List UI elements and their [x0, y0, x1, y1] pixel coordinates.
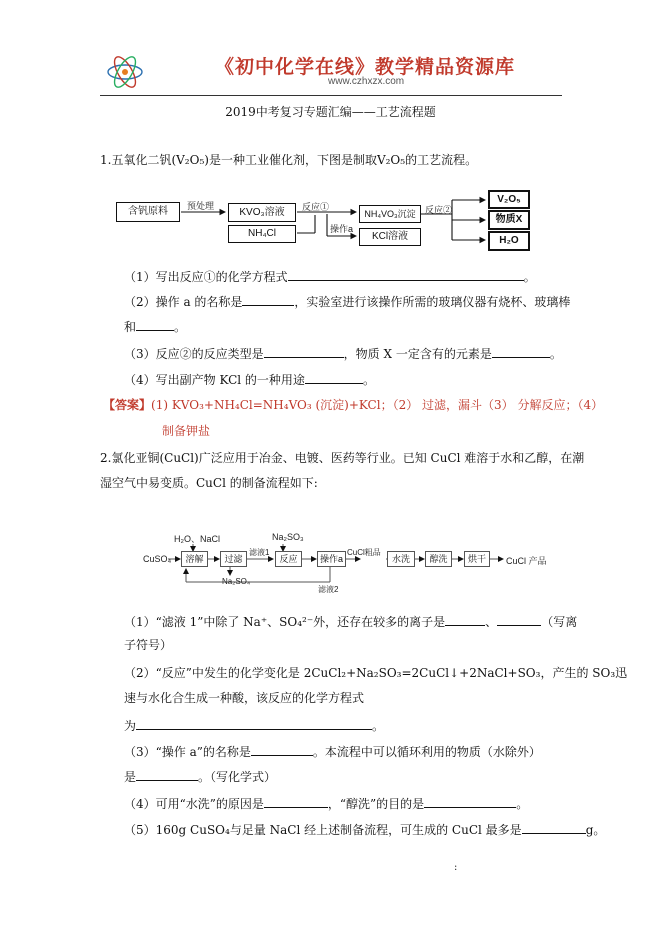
q2-sub3-text-c: 是: [124, 770, 137, 784]
q1-answer-line1: (1) KVO₃+NH₄Cl=NH₄VO₃ (沉淀)+KCl；（2） 过滤，漏斗（3） 分解反应；（4）: [151, 398, 604, 412]
flow-step-react: 反应: [275, 551, 302, 567]
q2-sub2-period: 。: [372, 719, 385, 733]
flow-kvo3: KVO₃溶液: [228, 203, 296, 222]
header-title: 《初中化学在线》教学精品资源库: [215, 56, 516, 78]
flow-step-filter: 过滤: [220, 551, 247, 567]
flow-step-dissolve: 溶解: [181, 551, 208, 567]
q2-sub1-cont: 子符号）: [124, 638, 173, 652]
q2-sub2-line2: 速与水化合生成一种酸，该反应的化学方程式: [124, 691, 365, 705]
q2-sub3-text-b: 。本流程中可以循环利用的物质（水除外）: [312, 745, 541, 759]
flow-nh4vo3-precipitate: NH₄VO₃沉淀: [359, 205, 421, 223]
q2-sub1-blank-b[interactable]: [497, 613, 541, 626]
q1-sub4-period: 。: [362, 373, 375, 387]
q1-answer-label: 【答案】: [103, 398, 152, 412]
q1-answer-line2: 制备钾盐: [162, 424, 211, 438]
flow-h2o: H₂O: [488, 231, 530, 251]
q1-sub2-text-b: ，实验室进行该操作所需的玻璃仪器有烧杯、玻璃棒: [294, 295, 571, 309]
q2-sub5-text-a: （5）160g CuSO₄与足量 NaCl 经上述制备流程，可生成的 CuCl 最多是: [124, 823, 522, 837]
q2-sub3-blank-b[interactable]: [136, 768, 198, 781]
q2-sub4-blank-b[interactable]: [424, 795, 516, 808]
q2-stem-line1: 2.氯化亚铜(CuCl)广泛应用于冶金、电镀、医药等行业。已知 CuCl 难溶于水和乙醇，在潮: [100, 451, 585, 465]
q2-sub4-text-a: （4）可用“水洗”的原因是: [124, 797, 264, 811]
header-url[interactable]: www.czhxzx.com: [328, 76, 405, 87]
q2-sub5-text-b: g。: [585, 823, 606, 837]
q1-sub1-text: （1）写出反应①的化学方程式: [124, 270, 288, 284]
flow-na2so4-output: Na₂SO₄: [222, 577, 251, 586]
flow-label-reaction1: 反应①: [302, 202, 330, 212]
flow-label-reaction2: 反应②: [425, 205, 453, 215]
q1-sub3-period: 。: [549, 347, 562, 361]
q1-sub2-text-c: 和: [124, 320, 137, 334]
q2-sub2-blank[interactable]: [136, 717, 372, 730]
flow-reagent-h2o-nacl: H₂O、NaCl: [174, 534, 220, 544]
q2-sub4: [124, 795, 528, 812]
q1-stem: 1.五氧化二钒(V₂O₅)是一种工业催化剂，下图是制取V₂O₅的工艺流程。: [100, 153, 478, 167]
q1-sub4-text: （4）写出副产物 KCl 的一种用途: [124, 373, 305, 387]
q2-sub3-text-d: 。（写化学式）: [198, 770, 277, 784]
q1-sub2-text-a: （2）操作 a 的名称是: [124, 295, 243, 309]
q2-sub3-line2: [124, 768, 276, 785]
q2-sub1-text-b: （写离: [541, 615, 578, 629]
q1-sub3-text-a: （3）反应②的反应类型是: [124, 347, 264, 361]
q2-sub4-blank-a[interactable]: [264, 795, 328, 808]
q2-sub2-line3: [124, 717, 384, 734]
flow-kcl-solution: KCl溶液: [359, 228, 421, 246]
flow-raw-material: 含钒原料: [116, 202, 180, 222]
q2-sub1-comma: 、: [485, 615, 498, 629]
page-title: 2019中考复习专题汇编——工艺流程题: [225, 105, 436, 119]
flow-cuso4-input: CuSO₄: [143, 554, 172, 564]
q2-sub1-text-a: （1）“滤液 1”中除了 Na⁺、SO₄²⁻外，还存在较多的离子是: [124, 615, 446, 629]
q2-sub3-line1: [124, 743, 541, 760]
q2-sub3-blank-a[interactable]: [251, 743, 313, 756]
q2-sub2-text-c: 为: [124, 719, 137, 733]
q1-sub1-period: 。: [523, 270, 536, 284]
footer-mark: :: [454, 862, 458, 873]
flow-step-dry: 烘干: [464, 551, 490, 567]
flow-label-operation-a: 操作a: [330, 224, 354, 234]
q2-sub2-line1: （2）“反应”中发生的化学变化是 2CuCl₂+Na₂SO₃=2CuCl↓+2NaCl+SO₃，产生的 SO₃迅: [124, 666, 628, 680]
flow-crude-cucl: CuCl粗品: [347, 548, 381, 557]
q2-sub4-period: 。: [516, 797, 529, 811]
flow-filtrate2: 滤液2: [318, 585, 339, 594]
flow-cucl-product: CuCl 产品: [506, 556, 547, 566]
flow-substance-x: 物质X: [488, 210, 530, 230]
flow-filtrate1: 滤液1: [249, 548, 270, 557]
flow-step-alcohol-wash: 醇洗: [425, 551, 452, 567]
q1-sub3-text-b: ，物质 X 一定含有的元素是: [343, 347, 492, 361]
q2-stem-line2: 湿空气中易变质。CuCl 的制备流程如下:: [100, 476, 318, 490]
q1-sub2-period: 。: [174, 320, 187, 334]
flow-step-water-wash: 水洗: [387, 551, 415, 567]
flow-step-operation-a: 操作a: [317, 551, 346, 567]
q2-sub1-blank-a[interactable]: [445, 613, 485, 626]
q2-sub4-text-b: ，“醇洗”的目的是: [327, 797, 425, 811]
flow-nh4cl: NH₄Cl: [228, 225, 296, 243]
q2-sub5: [124, 821, 605, 838]
q2-sub3-text-a: （3）“操作 a”的名称是: [124, 745, 251, 759]
q2-sub1: [124, 613, 577, 630]
flow-reagent-na2so3: Na₂SO₃: [272, 532, 304, 542]
q2-sub5-blank[interactable]: [522, 821, 586, 834]
flow-label-pretreat: 预处理: [187, 201, 215, 211]
flow-v2o5: V₂O₅: [488, 190, 530, 209]
